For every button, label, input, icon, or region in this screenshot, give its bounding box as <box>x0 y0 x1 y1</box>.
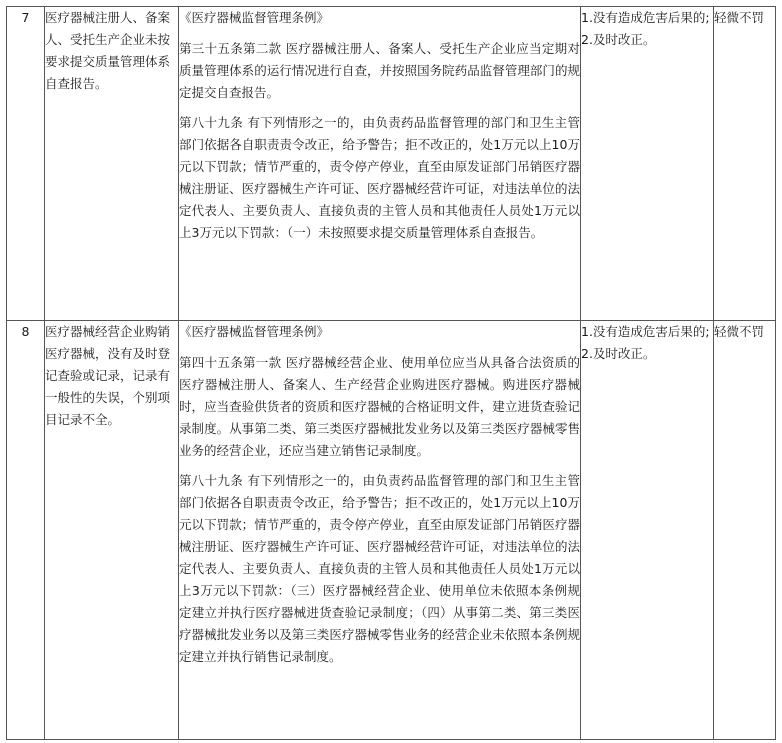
row-number: 7 <box>7 7 45 321</box>
violation-description: 医疗器械经营企业购销医疗器械，没有及时登记查验或记录，记录有一般性的失误，个别项目记录不全。 <box>45 321 179 740</box>
law-clause: 第八十九条 有下列情形之一的，由负责药品监督管理的部门和卫生主管部门依据各自职责责令改正，给予警告；拒不改正的，处1万元以上10万元以下罚款；情节严重的，责令停产停业，直至由原发证部门吊销医疗器械注册证、医疗器械生产许可证、医疗器械经营许可证，对违法单位的法定代表人、主要负责人、直接负责的主管人员和其他责任人员处1万元以上3万元以下罚款：（三）医疗器械经营企业、使用单位未依照本条例规定建立并执行医疗器械进货查验记录制度；（四）从事第二类、第三类医疗器械批发业务以及第三类医疗器械零售业务的经营企业未依照本条例规定建立并执行销售记录制度。 <box>179 473 580 664</box>
penalty-table <box>6 6 776 740</box>
law-title: 《医疗器械监督管理条例》 <box>179 324 330 339</box>
condition-item: 2.及时改正。 <box>581 32 656 47</box>
legal-basis <box>179 321 581 740</box>
violation-description: 医疗器械注册人、备案人、受托生产企业未按要求提交质量管理体系自查报告。 <box>45 7 179 321</box>
table-row <box>7 321 776 740</box>
legal-basis <box>179 7 581 321</box>
law-title: 《医疗器械监督管理条例》 <box>179 10 330 25</box>
law-clause: 第四十五条第一款 医疗器械经营企业、使用单位应当从具备合法资质的医疗器械注册人、备案人、生产经营企业购进医疗器械。购进医疗器械时，应当查验供货者的资质和医疗器械的合格证明文件，建立进货查验记录制度。从事第二类、第三类医疗器械批发业务以及第三类医疗器械零售业务的经营企业，还应当建立销售记录制度。 <box>179 355 580 458</box>
penalty-result: 轻微不罚 <box>714 321 776 740</box>
table-row <box>7 7 776 321</box>
condition-item: 1.没有造成危害后果的; <box>581 324 710 339</box>
condition-item: 2.及时改正。 <box>581 346 656 361</box>
penalty-result: 轻微不罚 <box>714 7 776 321</box>
condition-item: 1.没有造成危害后果的; <box>581 10 710 25</box>
conditions <box>581 7 714 321</box>
row-number: 8 <box>7 321 45 740</box>
law-clause: 第八十九条 有下列情形之一的，由负责药品监督管理的部门和卫生主管部门依据各自职责责令改正，给予警告；拒不改正的，处1万元以上10万元以下罚款；情节严重的，责令停产停业，直至由原发证部门吊销医疗器械注册证、医疗器械生产许可证、医疗器械经营许可证，对违法单位的法定代表人、主要负责人、直接负责的主管人员和其他责任人员处1万元以上3万元以下罚款：（一）未按照要求提交质量管理体系自查报告。 <box>179 115 580 240</box>
law-clause: 第三十五条第二款 医疗器械注册人、备案人、受托生产企业应当定期对质量管理体系的运行情况进行自查，并按照国务院药品监督管理部门的规定提交自查报告。 <box>179 41 580 100</box>
conditions <box>581 321 714 740</box>
